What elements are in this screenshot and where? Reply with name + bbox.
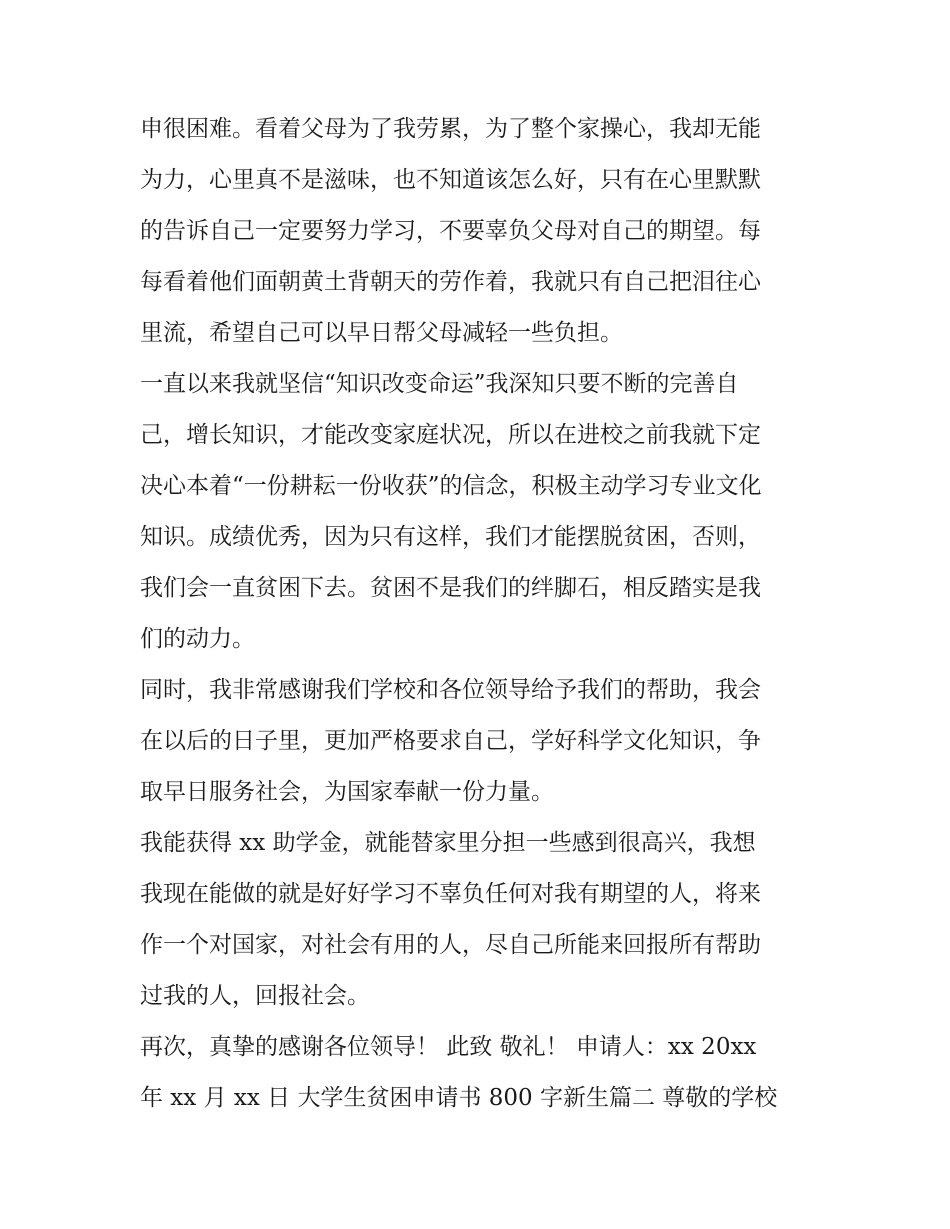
- text-line: 同时，我非常感谢我们学校和各位领导给予我们的帮助，我会: [140, 677, 761, 703]
- text-line: 申很困难。看着父母为了我劳累，为了整个家操心，我却无能: [140, 116, 761, 142]
- text-line: 再次，真挚的感谢各位领导！ 此致 敬礼！ 申请人：xx 20xx: [140, 1034, 757, 1060]
- paragraph-5: [140, 1022, 812, 1124]
- text-line: 为力，心里真不是滋味，也不知道该怎么好，只有在心里默默: [140, 167, 761, 193]
- text-line: 里流，希望自己可以早日帮父母减轻一些负担。: [140, 320, 623, 346]
- text-line: 作一个对国家，对社会有用的人，尽自己所能来回报所有帮助: [140, 932, 761, 958]
- text-line: 取早日服务社会，为国家奉献一份力量。: [140, 779, 554, 805]
- text-line: 我们会一直贫困下去。贫困不是我们的绊脚石，相反踏实是我: [140, 575, 761, 601]
- text-line: 知识。成绩优秀，因为只有这样，我们才能摆脱贫困，否则，: [140, 524, 761, 550]
- paragraph-2: [140, 359, 812, 665]
- text-line: 己，增长知识，才能改变家庭状况，所以在进校之前我就下定: [140, 422, 761, 448]
- text-line: 决心本着“一份耕耘一份收获”的信念，积极主动学习专业文化: [140, 473, 762, 499]
- paragraph-4: [140, 818, 812, 1022]
- paragraph-1: [140, 104, 812, 359]
- text-line: 的告诉自己一定要努力学习，不要辜负父母对自己的期望。每: [140, 218, 761, 244]
- text-line: 年 xx 月 xx 日 大学生贫困申请书 800 字新生篇二 尊敬的学校: [140, 1085, 778, 1111]
- text-line: 我现在能做的就是好好学习不辜负任何对我有期望的人，将来: [140, 881, 761, 907]
- text-line: 们的动力。: [140, 626, 255, 652]
- text-line: 每看着他们面朝黄土背朝天的劳作着，我就只有自己把泪往心: [140, 269, 761, 295]
- text-line: 一直以来我就坚信“知识改变命运”我深知只要不断的完善自: [140, 371, 739, 397]
- text-line: 过我的人，回报社会。: [140, 983, 370, 1009]
- text-line: 在以后的日子里，更加严格要求自己，学好科学文化知识，争: [140, 728, 761, 754]
- document-body: [140, 104, 812, 1124]
- text-line: 我能获得 xx 助学金，就能替家里分担一些感到很高兴，我想: [140, 830, 756, 856]
- paragraph-3: [140, 665, 812, 818]
